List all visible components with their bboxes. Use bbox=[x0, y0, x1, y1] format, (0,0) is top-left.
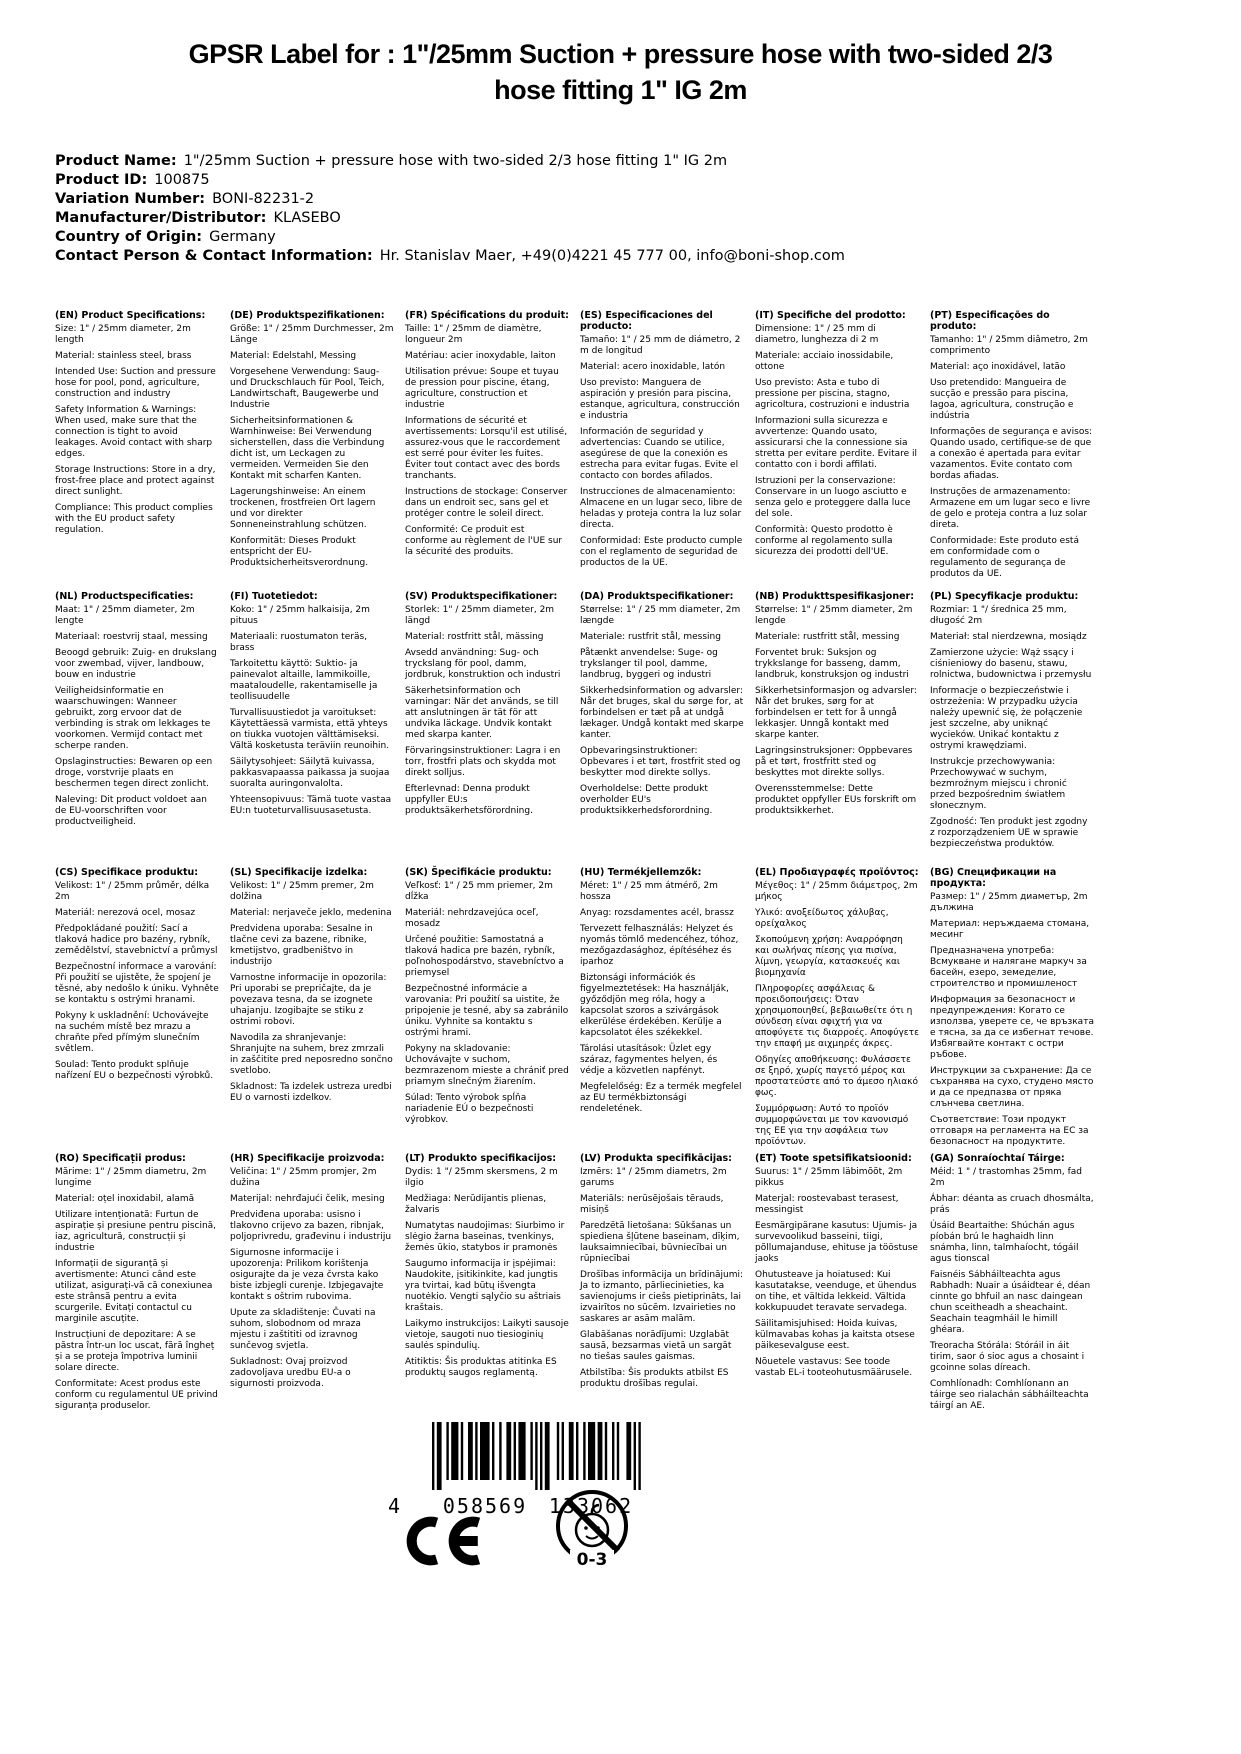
language-block-header: (IT) Specifiche del prodotto: bbox=[755, 310, 906, 321]
barcode-bar bbox=[583, 1422, 585, 1480]
language-block-paragraph: Größe: 1" / 25mm Durchmesser, 2m Länge bbox=[230, 324, 394, 345]
language-block-paragraph: Nõuetele vastavus: See toode vastab EL-i tooteohutusmäärusele. bbox=[755, 1357, 913, 1378]
language-block-paragraph: Tárolási utasítások: Üzlet egy száraz, fagymentes helyen, és védje a közvetlen napfényt. bbox=[580, 1044, 718, 1076]
language-block-paragraph: Säilytysohjeet: Säilytä kuivassa, pakkasvapaassa paikassa ja suojaa suoralta auringonvalolta. bbox=[230, 757, 390, 789]
barcode-bar bbox=[617, 1422, 619, 1480]
language-block-paragraph: Sicherheitsinformationen & Warnhinweise: Bei Verwendung sicherstellen, dass die Verbindung dicht ist, um Leckagen zu vermeiden. Vermeiden Sie den Kontakt mit scharfen Kanten. bbox=[230, 416, 385, 481]
language-block-paragraph: Comhlíonadh: Comhlíonann an táirge seo rialachán sábháilteachta táirgí an AE. bbox=[930, 1379, 1089, 1411]
language-block-fr bbox=[405, 310, 569, 591]
barcode-bar bbox=[468, 1422, 473, 1480]
language-block-paragraph: Izmērs: 1" / 25mm diametrs, 2m garums bbox=[580, 1167, 727, 1188]
language-block-paragraph: Material: aço inoxidável, latão bbox=[930, 362, 1066, 372]
language-block-paragraph: Predvidena uporaba: Sesalne in tlačne cevi za bazene, ribnike, kmetijstvo, gradbeništvo in industrijo bbox=[230, 924, 373, 967]
language-block-header: (EN) Product Specifications: bbox=[55, 310, 206, 321]
language-block-header: (SK) Špecifikácie produktu: bbox=[405, 867, 552, 878]
language-block-paragraph: Opslaginstructies: Bewaren op een droge, vorstvrije plaats en beschermen tegen direct zonlicht. bbox=[55, 757, 213, 789]
language-block-header: (ES) Especificaciones del producto: bbox=[580, 310, 713, 332]
language-block-paragraph: Eesmärgipärane kasutus: Ujumis- ja survevoolikud basseini, tiigi, põllumajanduse, ehituse ja tööstuse jaoks bbox=[755, 1221, 918, 1264]
language-block-paragraph: Veiligheidsinformatie en waarschuwingen: Wanneer gebruikt, zorg ervoor dat de verbinding is strak om lekkages te voorkomen. Vermijd contact met scherpe randen. bbox=[55, 686, 211, 751]
language-block-paragraph: Zgodność: Ten produkt jest zgodny z rozporządzeniem UE w sprawie bezpieczeństwa produktów. bbox=[930, 817, 1088, 849]
ce-mark-icon bbox=[398, 1510, 482, 1572]
barcode-bar bbox=[514, 1422, 516, 1480]
language-block-paragraph: Materijal: nehrđajući čelik, mesing bbox=[230, 1194, 385, 1204]
language-block-header: (FI) Tuotetiedot: bbox=[230, 591, 318, 602]
language-block-lt bbox=[405, 1153, 569, 1417]
language-block-paragraph: Materiale: rustfrit stål, messing bbox=[580, 632, 721, 642]
language-block-header: (HU) Termékjellemzők: bbox=[580, 867, 702, 878]
language-block-header: (PL) Specyfikacje produktu: bbox=[930, 591, 1079, 602]
language-block-paragraph: Instrukcje przechowywania: Przechowywać w suchym, bezmroźnym miejscu i chronić przed bezpośrednim światłem słonecznym. bbox=[930, 757, 1067, 811]
language-block-fi bbox=[230, 591, 394, 867]
language-block-paragraph: Matériau: acier inoxydable, laiton bbox=[405, 351, 556, 361]
language-block-paragraph: Størrelse: 1" / 25mm diameter, 2m lengde bbox=[755, 605, 913, 626]
product-info-label: Variation Number: bbox=[55, 191, 206, 207]
language-block-paragraph: Storage Instructions: Store in a dry, frost-free place and protect against direct sunlight. bbox=[55, 465, 216, 497]
language-block-paragraph: Informations de sécurité et avertissements: Lorsqu'il est utilisé, assurez-vous que le raccordement est serré pour éviter les fuites. Éviter tout contact avec des bords tranchants. bbox=[405, 416, 568, 481]
barcode-bar bbox=[588, 1422, 595, 1480]
language-block-paragraph: Materiaal: roestvrij staal, messing bbox=[55, 632, 208, 642]
product-info-value: Germany bbox=[209, 229, 276, 245]
barcode-lead-digit: 4 bbox=[388, 1494, 401, 1518]
language-block-el bbox=[755, 867, 919, 1153]
language-block-paragraph: Opbevaringsinstruktioner: Opbevares i et tørt, frostfrit sted og beskytter mod direkte sollys. bbox=[580, 746, 741, 778]
language-block-paragraph: Instrucțiuni de depozitare: A se păstra într-un loc uscat, fără îngheț și a se proteja împotriva luminii solare directe. bbox=[55, 1330, 215, 1373]
barcode-bar bbox=[638, 1422, 640, 1490]
language-block-paragraph: Forventet bruk: Suksjon og trykkslange for basseng, damm, landbruk, konstruksjon og industri bbox=[755, 648, 909, 680]
language-block-paragraph: Material: rostfritt stål, mässing bbox=[405, 632, 544, 642]
language-block-de bbox=[230, 310, 394, 591]
language-block-paragraph: Información de seguridad y advertencias: Cuando se utilice, asegúrese de que la conexión es estrecha para evitar fugas. Evite el contacto con bordes afilados. bbox=[580, 427, 739, 481]
barcode-bars-icon bbox=[428, 1422, 653, 1492]
language-block-paragraph: Размер: 1" / 25mm диаметър, 2m дължина bbox=[930, 892, 1088, 913]
language-block-paragraph: Πληροφορίες ασφάλειας & προειδοποιήσεις: Όταν χρησιμοποιηθεί, βεβαιωθείτε ότι η σύνδεση είναι σφιχτή για να αποφύγετε τις διαρροές. Αποφύγετε την επαφή με αιχμηρές άκρες. bbox=[755, 984, 919, 1049]
page-title-line-2: hose fitting 1" IG 2m bbox=[494, 75, 747, 105]
language-block-paragraph: Velikost: 1" / 25mm průměr, délka 2m bbox=[55, 881, 210, 902]
product-info-label: Manufacturer/Distributor: bbox=[55, 210, 267, 226]
barcode-bar bbox=[535, 1422, 537, 1490]
language-block-header: (LT) Produkto specifikacijos: bbox=[405, 1153, 557, 1164]
language-block-header: (HR) Specifikacije proizvoda: bbox=[230, 1153, 385, 1164]
product-info bbox=[55, 152, 1241, 266]
product-info-label: Product ID: bbox=[55, 172, 148, 188]
language-block-paragraph: Konformität: Dieses Produkt entspricht der EU-Produktsicherheitsverordnung. bbox=[230, 536, 369, 568]
barcode-bar bbox=[576, 1422, 578, 1480]
language-block-paragraph: Bezpečnostní informace a varování: Při použití se ujistěte, že spojení je těsné, aby nedošlo k úniku. Vyhněte se kontaktu s ostrými hranami. bbox=[55, 962, 219, 1005]
language-block-en bbox=[55, 310, 219, 591]
language-block-paragraph: Conformidad: Este producto cumple con el reglamento de seguridad de productos de la UE. bbox=[580, 536, 743, 568]
language-block-paragraph: Saugumo informacija ir įspėjimai: Naudokite, įsitikinkite, kad jungtis yra tvirtai, kad būtų išvengta nuotėkio. Vengti sąlyčio su aštriais kraštais. bbox=[405, 1259, 561, 1313]
language-block-paragraph: Predviđena uporaba: usisno i tlakovno crijevo za bazen, ribnjak, poljoprivredu, građevinu i industriju bbox=[230, 1210, 392, 1242]
language-block-paragraph: Pokyny na skladovanie: Uchovávajte v suchom, bezmrazenom mieste a chrániť pred priamym slnečným žiarením. bbox=[405, 1044, 569, 1087]
barcode-bar bbox=[506, 1422, 511, 1480]
language-block-paragraph: Efterlevnad: Denna produkt uppfyller EU:s produktsäkerhetsförordning. bbox=[405, 784, 533, 816]
barcode-bar bbox=[461, 1422, 463, 1480]
language-block-paragraph: Mărime: 1" / 25mm diametru, 2m lungime bbox=[55, 1167, 207, 1188]
product-info-value: KLASEBO bbox=[273, 210, 341, 226]
language-block-nl bbox=[55, 591, 219, 867]
language-block-sl bbox=[230, 867, 394, 1153]
language-block-paragraph: Faisnéis Sábháilteachta agus Rabhadh: Nuair a úsáidtear é, déan cinnte go bhfuil an nasc daingean chun sceitheadh a sheachaint. Seachain teagmháil le himill ghéara. bbox=[930, 1270, 1091, 1335]
language-block-hr bbox=[230, 1153, 394, 1417]
product-info-row bbox=[55, 209, 1241, 228]
language-block-paragraph: Tamanho: 1" / 25mm diâmetro, 2m comprimento bbox=[930, 335, 1088, 356]
language-block-paragraph: Yhteensopivuus: Tämä tuote vastaa EU:n tuoteturvallisuusasetusta. bbox=[230, 795, 392, 816]
language-block-paragraph: Informații de siguranță și avertismente: Atunci când este utilizat, asigurați-vă că conexiunea este strânsă pentru a evita scurgerile. Evitați contactul cu marginile ascuțite. bbox=[55, 1259, 213, 1324]
barcode-bar bbox=[480, 1422, 490, 1480]
product-info-row bbox=[55, 228, 1241, 247]
language-block-paragraph: Μέγεθος: 1" / 25mm διάμετρος, 2m μήκος bbox=[755, 881, 918, 902]
barcode-bar bbox=[437, 1422, 442, 1490]
language-block-paragraph: Uso pretendido: Mangueira de sucção e pressão para piscina, lagoa, agricultura, construção e indústria bbox=[930, 378, 1074, 421]
barcode-bar bbox=[626, 1422, 631, 1480]
language-block-paragraph: Pokyny k uskladnění: Uchovávejte na suchém místě bez mrazu a chraňte před přímým slunečním světlem. bbox=[55, 1011, 209, 1054]
barcode-group-1: 058569 bbox=[442, 1494, 528, 1518]
language-block-header: (DA) Produktspecifikationer: bbox=[580, 591, 734, 602]
language-block-paragraph: Varnostne informacije in opozorila: Pri uporabi se prepričajte, da je povezava tesna, da se izognete uhajanju. Izogibajte se stiku z ostrimi robovi. bbox=[230, 973, 387, 1027]
language-block-paragraph: Atbilstība: Šis produkts atbilst ES produktu drošības regulai. bbox=[580, 1368, 729, 1389]
product-info-row bbox=[55, 171, 1241, 190]
language-block-paragraph: Velikost: 1" / 25mm premer, 2m dolžina bbox=[230, 881, 374, 902]
language-block-paragraph: Numatytas naudojimas: Siurbimo ir slėgio žarna baseinas, tvenkinys, žemės ūkio, statybos ir pramonės bbox=[405, 1221, 565, 1253]
language-block-paragraph: Instrucciones de almacenamiento: Almacene en un lugar seco, libre de heladas y proteja contra la luz solar directa. bbox=[580, 487, 743, 530]
language-block-paragraph: Anyag: rozsdamentes acél, brassz bbox=[580, 908, 734, 918]
barcode-bar bbox=[569, 1422, 574, 1480]
product-info-value: Hr. Stanislav Maer, +49(0)4221 45 777 00, info@boni-shop.com bbox=[379, 248, 845, 264]
language-block-paragraph: Sigurnosne informacije i upozorenja: Prilikom korištenja osigurajte da je veza čvrsta kako biste izbjegli curenje. Izbjegavajte kontakt s oštrim rubovima. bbox=[230, 1248, 384, 1302]
language-block-ro bbox=[55, 1153, 219, 1417]
language-block-bg bbox=[930, 867, 1094, 1153]
language-block-paragraph: Předpokládané použití: Sací a tlaková hadice pro bazény, rybník, zemědělství, stavebnictví a průmysl bbox=[55, 924, 218, 956]
barcode-bar bbox=[540, 1422, 542, 1490]
barcode-bar bbox=[557, 1422, 559, 1480]
barcode-bar bbox=[475, 1422, 477, 1480]
language-block-paragraph: Storlek: 1" / 25mm diameter, 2m längd bbox=[405, 605, 555, 626]
language-block-paragraph: Sikkerhetsinformasjon og advarsler: Når det brukes, sørg for at forbindelsen er tett for å unngå lekkasjer. Unngå kontakt med skarpe kanter. bbox=[755, 686, 917, 740]
language-block-paragraph: Påtænkt anvendelse: Suge- og trykslanger til pool, damme, landbrug, byggeri og industri bbox=[580, 648, 718, 680]
language-block-paragraph: Lagringsinstruksjoner: Oppbevares på et tørt, frostfritt sted og beskyttes mot direkte sollys. bbox=[755, 746, 913, 778]
language-block-paragraph: Dimensione: 1" / 25 mm di diametro, lunghezza di 2 m bbox=[755, 324, 879, 345]
language-block-paragraph: Materiaali: ruostumaton teräs, brass bbox=[230, 632, 368, 653]
language-block-paragraph: Intended Use: Suction and pressure hose for pool, pond, agriculture, construction and industry bbox=[55, 367, 216, 399]
language-block-paragraph: Conformitate: Acest produs este conform cu regulamentul UE privind siguranța produselor. bbox=[55, 1379, 218, 1411]
language-block-paragraph: Suurus: 1" / 25mm läbimõõt, 2m pikkus bbox=[755, 1167, 903, 1188]
language-block-paragraph: Súlad: Tento výrobok spĺňa nariadenie EÚ o bezpečnosti výrobkov. bbox=[405, 1093, 534, 1125]
language-block-paragraph: Dydis: 1 "/ 25mm skersmens, 2 m ilgio bbox=[405, 1167, 558, 1188]
language-block-paragraph: Laikymo instrukcijos: Laikyti sausoje vietoje, saugoti nuo tiesioginių saulės spindulių. bbox=[405, 1319, 569, 1351]
barcode-bar bbox=[634, 1422, 636, 1490]
language-block-paragraph: Overensstemmelse: Dette produktet oppfyller EUs forskrift om produktsikkerhet. bbox=[755, 784, 917, 816]
language-block-paragraph: Σκοπούμενη χρήση: Αναρρόφηση και σωλήνας πίεσης για πισίνα, λίμνη, γεωργία, κατασκευές και βιομηχανία bbox=[755, 935, 903, 978]
language-block-sk bbox=[405, 867, 569, 1153]
language-block-paragraph: Tamaño: 1" / 25 mm de diámetro, 2 m de longitud bbox=[580, 335, 741, 356]
language-block-paragraph: Rozmiar: 1 "/ średnica 25 mm, długość 2m bbox=[930, 605, 1067, 626]
language-block-paragraph: Инструкции за съхранение: Да се съхранява на сухо, студено място и да се предпазва от пряка слънчева светлина. bbox=[930, 1066, 1094, 1109]
product-info-label: Product Name: bbox=[55, 153, 177, 169]
barcode-bar bbox=[499, 1422, 501, 1480]
barcode-bar bbox=[545, 1422, 550, 1490]
language-block-paragraph: Vorgesehene Verwendung: Saug- und Druckschlauch für Pool, Teich, Landwirtschaft, Baugewerbe und Industrie bbox=[230, 367, 385, 410]
language-block-paragraph: Συμμόρφωση: Αυτό το προϊόν συμμορφώνεται με τον κανονισμό της ΕΕ για την ασφάλεια των προϊόντων. bbox=[755, 1104, 909, 1147]
language-block-paragraph: Medžiaga: Nerūdijantis plienas, žalvaris bbox=[405, 1194, 547, 1215]
language-block-hu bbox=[580, 867, 744, 1153]
language-block-paragraph: Utilizare intenționată: Furtun de aspirație și presiune pentru piscină, iaz, agricultură, construcții și industrie bbox=[55, 1210, 217, 1253]
language-block-paragraph: Lagerungshinweise: An einem trockenen, frostfreien Ort lagern und vor direkter Sonneneinstrahlung schützen. bbox=[230, 487, 376, 530]
language-block-header: (NB) Produkttspesifikasjoner: bbox=[755, 591, 915, 602]
language-block-paragraph: Soulad: Tento produkt splňuje nařízení EU o bezpečnosti výrobků. bbox=[55, 1060, 214, 1081]
language-block-paragraph: Materiale: rustfritt stål, messing bbox=[755, 632, 900, 642]
language-block-paragraph: Säilitamisjuhised: Hoida kuivas, külmavabas kohas ja kaitsta otsese päikesevalguse eest. bbox=[755, 1319, 915, 1351]
language-block-paragraph: Предназначена употреба: Всмукване и налягане маркуч за басейн, езеро, земеделие, строителство и промишленост bbox=[930, 946, 1087, 989]
barcode-bar bbox=[612, 1422, 614, 1480]
language-block-pt bbox=[930, 310, 1094, 591]
product-info-row bbox=[55, 190, 1241, 209]
language-block-paragraph: Material: stainless steel, brass bbox=[55, 351, 192, 361]
language-block-paragraph: Navodila za shranjevanje: Shranjujte na suhem, brez zmrzali in zaščitite pred neposredno sončno svetlobo. bbox=[230, 1033, 393, 1076]
language-block-paragraph: Uso previsto: Asta e tubo di pressione per piscina, stagno, agricoltura, costruzioni e industria bbox=[755, 378, 910, 410]
language-block-sv bbox=[405, 591, 569, 867]
language-block-paragraph: Méid: 1 " / trastomhas 25mm, fad 2m bbox=[930, 1167, 1082, 1188]
language-block-paragraph: Størrelse: 1" / 25 mm diameter, 2m længde bbox=[580, 605, 741, 626]
language-block-header: (LV) Produkta specifikācijas: bbox=[580, 1153, 732, 1164]
product-info-label: Contact Person & Contact Information: bbox=[55, 248, 373, 264]
language-block-paragraph: Materiale: acciaio inossidabile, ottone bbox=[755, 351, 894, 372]
language-block-paragraph: Tarkoitettu käyttö: Suktio- ja painevalot altaille, lammikoille, maataloudelle, rakentamiselle ja teollisuudelle bbox=[230, 659, 378, 702]
product-info-value: 1"/25mm Suction + pressure hose with two-sided 2/3 hose fitting 1" IG 2m bbox=[183, 153, 728, 169]
language-block-paragraph: Sikkerhedsinformation og advarsler: Når det bruges, skal du sørge for, at forbindelsen er tæt på at undgå lækager. Undgå kontakt med skarpe kanter. bbox=[580, 686, 744, 740]
age-warning-0-3-icon bbox=[552, 1484, 632, 1594]
page-title bbox=[0, 0, 1241, 108]
product-info-value: 100875 bbox=[154, 172, 210, 188]
language-block-paragraph: Conformité: Ce produit est conforme au règlement de l'UE sur la sécurité des produits. bbox=[405, 525, 563, 557]
language-block-paragraph: Instruções de armazenamento: Armazene em um lugar seco e livre de gelo e proteja contra a luz solar direta. bbox=[930, 487, 1091, 530]
product-info-row bbox=[55, 152, 1241, 171]
language-block-paragraph: Koko: 1" / 25mm halkaisija, 2m pituus bbox=[230, 605, 370, 626]
language-block-paragraph: Overholdelse: Dette produkt overholder EU's produktsikkerhedsforordning. bbox=[580, 784, 713, 816]
language-block-paragraph: Maat: 1" / 25mm diameter, 2m lengte bbox=[55, 605, 195, 626]
language-block-paragraph: Materiál: nehrdzavejúca oceľ, mosadz bbox=[405, 908, 539, 929]
language-block-lv bbox=[580, 1153, 744, 1417]
language-block-paragraph: Sukladnost: Ovaj proizvod zadovoljava uredbu EU-a o sigurnosti proizvoda. bbox=[230, 1357, 351, 1389]
language-block-paragraph: Veľkosť: 1" / 25 mm priemer, 2m dĺžka bbox=[405, 881, 553, 902]
footer bbox=[0, 1414, 1241, 1754]
language-block-paragraph: Istruzioni per la conservazione: Conservare in un luogo asciutto e senza gelo e proteggere dalla luce del sole. bbox=[755, 476, 911, 519]
language-block-header: (PT) Especificações do produto: bbox=[930, 310, 1050, 332]
language-block-paragraph: Informações de segurança e avisos: Quando usado, certifique-se de que a conexão é apertada para evitar vazamentos. Evite contato com bordas afiadas. bbox=[930, 427, 1093, 481]
language-block-paragraph: Megfelelőség: Ez a termék megfelel az EU termékbiztonsági rendeletének. bbox=[580, 1082, 742, 1114]
language-block-paragraph: Υλικό: ανοξείδωτος χάλυβας, ορείχαλκος bbox=[755, 908, 889, 929]
language-block-paragraph: Materjal: roostevabast terasest, messingist bbox=[755, 1194, 899, 1215]
language-block-header: (EL) Προδιαγραφές προϊόντος: bbox=[755, 867, 919, 878]
barcode-group-2: 133062 bbox=[548, 1494, 634, 1518]
language-block-paragraph: Paredzētā lietošana: Sūkšanas un spiediena šļūtene baseinam, dīķim, lauksaimniecībai, būvniecībai un rūpniecībai bbox=[580, 1221, 740, 1264]
language-block-paragraph: Säkerhetsinformation och varningar: När det används, se till att anslutningen är tät för att undvika läckage. Undvik kontakt med skarpa kanter. bbox=[405, 686, 559, 740]
product-info-label: Country of Origin: bbox=[55, 229, 203, 245]
barcode-bar bbox=[492, 1422, 494, 1480]
language-block-et bbox=[755, 1153, 919, 1417]
language-block-paragraph: Skladnost: Ta izdelek ustreza uredbi EU o varnosti izdelkov. bbox=[230, 1082, 392, 1103]
language-block-paragraph: Conformidade: Este produto está em conformidade com o regulamento de segurança de produtos da UE. bbox=[930, 536, 1079, 579]
barcode-bar bbox=[562, 1422, 564, 1480]
language-block-paragraph: Zamierzone użycie: Wąż ssący i ciśnieniowy do basenu, stawu, rolnictwa, budownictwa i przemysłu bbox=[930, 648, 1092, 680]
language-block-paragraph: Size: 1" / 25mm diameter, 2m length bbox=[55, 324, 191, 345]
language-block-paragraph: Méret: 1" / 25 mm átmérő, 2m hossza bbox=[580, 881, 718, 902]
language-block-paragraph: Ohutusteave ja hoiatused: Kui kasutatakse, veenduge, et ühendus on tihe, et vältida lekkeid. Vältida kokkupuudet teravate servadega. bbox=[755, 1270, 917, 1313]
language-block-header: (BG) Спецификации на продукта: bbox=[930, 867, 1057, 889]
language-block-paragraph: Conformità: Questo prodotto è conforme al regolamento sulla sicurezza dei prodotti dell'UE. bbox=[755, 525, 893, 557]
language-block-paragraph: Информация за безопасност и предупреждения: Когато се използва, уверете се, че връзката е тясна, за да се избегнат течове. Избягвайте контакт с остри ръбове. bbox=[930, 995, 1094, 1060]
barcode-bar bbox=[605, 1422, 607, 1480]
language-block-paragraph: Uso previsto: Manguera de aspiración y presión para piscina, estanque, agricultura, construcción e industria bbox=[580, 378, 740, 421]
language-block-paragraph: Upute za skladištenje: Čuvati na suhom, slobodnom od mraza mjestu i zaštititi od izravnog sunčevog svjetla. bbox=[230, 1308, 376, 1351]
barcode-bar bbox=[446, 1422, 448, 1480]
barcode-bar bbox=[432, 1422, 434, 1490]
language-block-paragraph: Съответствие: Този продукт отговаря на регламента на ЕС за безопасност на продуктите. bbox=[930, 1115, 1089, 1147]
language-block-paragraph: Informacje o bezpieczeństwie i ostrzeżenia: W przypadku użycia należy upewnić się, że połączenie jest szczelne, aby uniknąć wycieków. Unikać kontaktu z ostrymi krawędziami. bbox=[930, 686, 1083, 751]
language-block-ga bbox=[930, 1153, 1094, 1417]
language-block-cs bbox=[55, 867, 219, 1153]
language-block-paragraph: Material: Edelstahl, Messing bbox=[230, 351, 357, 361]
language-block-paragraph: Material: oțel inoxidabil, alamă bbox=[55, 1194, 195, 1204]
barcode-bar bbox=[451, 1422, 458, 1480]
barcode-bar bbox=[518, 1422, 525, 1480]
language-block-paragraph: Avsedd användning: Sug- och tryckslang för pool, damm, jordbruk, konstruktion och industri bbox=[405, 648, 561, 680]
language-block-paragraph: Материал: неръждаема стомана, месинг bbox=[930, 919, 1090, 940]
language-block-paragraph: Úsáid Beartaithe: Shúchán agus píobán brú le haghaidh linn snámha, linn, talmhaíocht, tógáil agus tionscal bbox=[930, 1221, 1079, 1264]
language-block-paragraph: Tervezett felhasználás: Helyzet és nyomás tömlő medencéhez, tóhoz, mezőgazdasághoz, építéséhez és iparhoz bbox=[580, 924, 739, 967]
language-block-header: (RO) Specificații produs: bbox=[55, 1153, 186, 1164]
product-info-value: BONI-82231-2 bbox=[212, 191, 315, 207]
language-block-header: (DE) Produktspezifikationen: bbox=[230, 310, 385, 321]
language-block-it bbox=[755, 310, 919, 591]
language-block-paragraph: Förvaringsinstruktioner: Lagra i en torr, frostfri plats och skydda mot direkt solljus. bbox=[405, 746, 561, 778]
language-block-nb bbox=[755, 591, 919, 867]
language-block-paragraph: Materiál: nerezová ocel, mosaz bbox=[55, 908, 196, 918]
language-block-paragraph: Ábhar: déanta as cruach dhosmálta, prás bbox=[930, 1194, 1094, 1215]
language-block-header: (CS) Specifikace produktu: bbox=[55, 867, 199, 878]
language-block-paragraph: Taille: 1" / 25mm de diamètre, longueur 2m bbox=[405, 324, 542, 345]
language-block-paragraph: Informazioni sulla sicurezza e avvertenze: Quando usato, assicurarsi che la connessione sia stretta per evitare perdite. Evitare il contatto con i bordi affilati. bbox=[755, 416, 918, 470]
language-block-da bbox=[580, 591, 744, 867]
language-block-paragraph: Turvallisuustiedot ja varoitukset: Käytettäessä varmista, että yhteys on tiukka vuotojen välttämiseksi. Vältä kosketusta teräviin reunoihin. bbox=[230, 708, 390, 751]
barcode-bar bbox=[598, 1422, 603, 1480]
language-block-paragraph: Glabāšanas norādījumi: Uzglabāt sausā, bezsarmas vietā un sargāt no tiešas saules gaismas. bbox=[580, 1330, 732, 1362]
language-block-paragraph: Atitiktis: Šis produktas atitinka ES produktų saugos reglamentą. bbox=[405, 1357, 557, 1378]
language-block-header: (FR) Spécifications du produit: bbox=[405, 310, 569, 321]
language-block-paragraph: Οδηγίες αποθήκευσης: Φυλάσσετε σε ξηρό, χωρίς παγετό μέρος και προστατεύστε από το άμεσο ηλιακό φως. bbox=[755, 1055, 918, 1098]
language-block-header: (ET) Toote spetsifikatsioonid: bbox=[755, 1153, 912, 1164]
language-block-paragraph: Drošības informācija un brīdinājumi: Ja to izmanto, pārliecinieties, ka savienojums ir ciešs pietiprināts, lai izvairītos no sūcēm. Izvairieties no saskares ar asām malām. bbox=[580, 1270, 744, 1324]
language-block-paragraph: Materiāls: nerūsējošais tērauds, misiņš bbox=[580, 1194, 724, 1215]
language-block-paragraph: Treoracha Stórála: Stóráil in áit tirim, saor ó sioc agus a chosaint i gcoinne solas díreach. bbox=[930, 1341, 1085, 1373]
language-block-paragraph: Bezpečnostné informácie a varovania: Pri použití sa uistite, že pripojenie je tesné, aby sa zabránilo úniku. Vyhnite sa kontaktu s ostrými hrami. bbox=[405, 984, 569, 1038]
language-block-paragraph: Beoogd gebruik: Zuig- en drukslang voor zwembad, vijver, landbouw, bouw en industrie bbox=[55, 648, 217, 680]
language-block-header: (SV) Produktspecifikationer: bbox=[405, 591, 558, 602]
page-title-line-1: GPSR Label for : 1"/25mm Suction + pressure hose with two-sided 2/3 bbox=[188, 39, 1053, 69]
language-block-pl bbox=[930, 591, 1094, 867]
language-block-header: (SL) Specifikacije izdelka: bbox=[230, 867, 368, 878]
language-block-paragraph: Určené použitie: Samostatná a tlaková hadica pre bazén, rybník, poľnohospodárstvo, stavebníctvo a priemysel bbox=[405, 935, 564, 978]
language-block-paragraph: Material: acero inoxidable, latón bbox=[580, 362, 726, 372]
language-block-header: (GA) Sonraíochtaí Táirge: bbox=[930, 1153, 1065, 1164]
language-block-paragraph: Naleving: Dit product voldoet aan de EU-voorschriften voor productveiligheid. bbox=[55, 795, 207, 827]
age-warning-label: 0-3 bbox=[576, 1550, 608, 1570]
language-block-paragraph: Compliance: This product complies with the EU product safety regulation. bbox=[55, 503, 213, 535]
language-block-paragraph: Utilisation prévue: Soupe et tuyau de pression pour piscine, étang, agriculture, construction et industrie bbox=[405, 367, 559, 410]
language-block-paragraph: Materiał: stal nierdzewna, mosiądz bbox=[930, 632, 1087, 642]
language-block-paragraph: Veličina: 1" / 25mm promjer, 2m dužina bbox=[230, 1167, 377, 1188]
language-block-paragraph: Material: nerjaveče jeklo, medenina bbox=[230, 908, 392, 918]
language-block-paragraph: Instructions de stockage: Conserver dans un endroit sec, sans gel et protéger contre le soleil direct. bbox=[405, 487, 568, 519]
language-block-paragraph: Biztonsági információk és figyelmeztetések: Ha használják, győződjön meg róla, hogy a kapcsolat szoros a szivárgások elkerülése érdekében. Kerülje a kapcsolatot éles székekkel. bbox=[580, 973, 729, 1038]
language-blocks-grid bbox=[55, 310, 1241, 1417]
language-block-es bbox=[580, 310, 744, 591]
product-info-row bbox=[55, 247, 1241, 266]
language-block-paragraph: Safety Information & Warnings: When used, make sure that the connection is tight to avoid leakages. Avoid contact with sharp edges. bbox=[55, 405, 213, 459]
barcode-bar bbox=[530, 1422, 532, 1480]
language-block-header: (NL) Productspecificaties: bbox=[55, 591, 194, 602]
